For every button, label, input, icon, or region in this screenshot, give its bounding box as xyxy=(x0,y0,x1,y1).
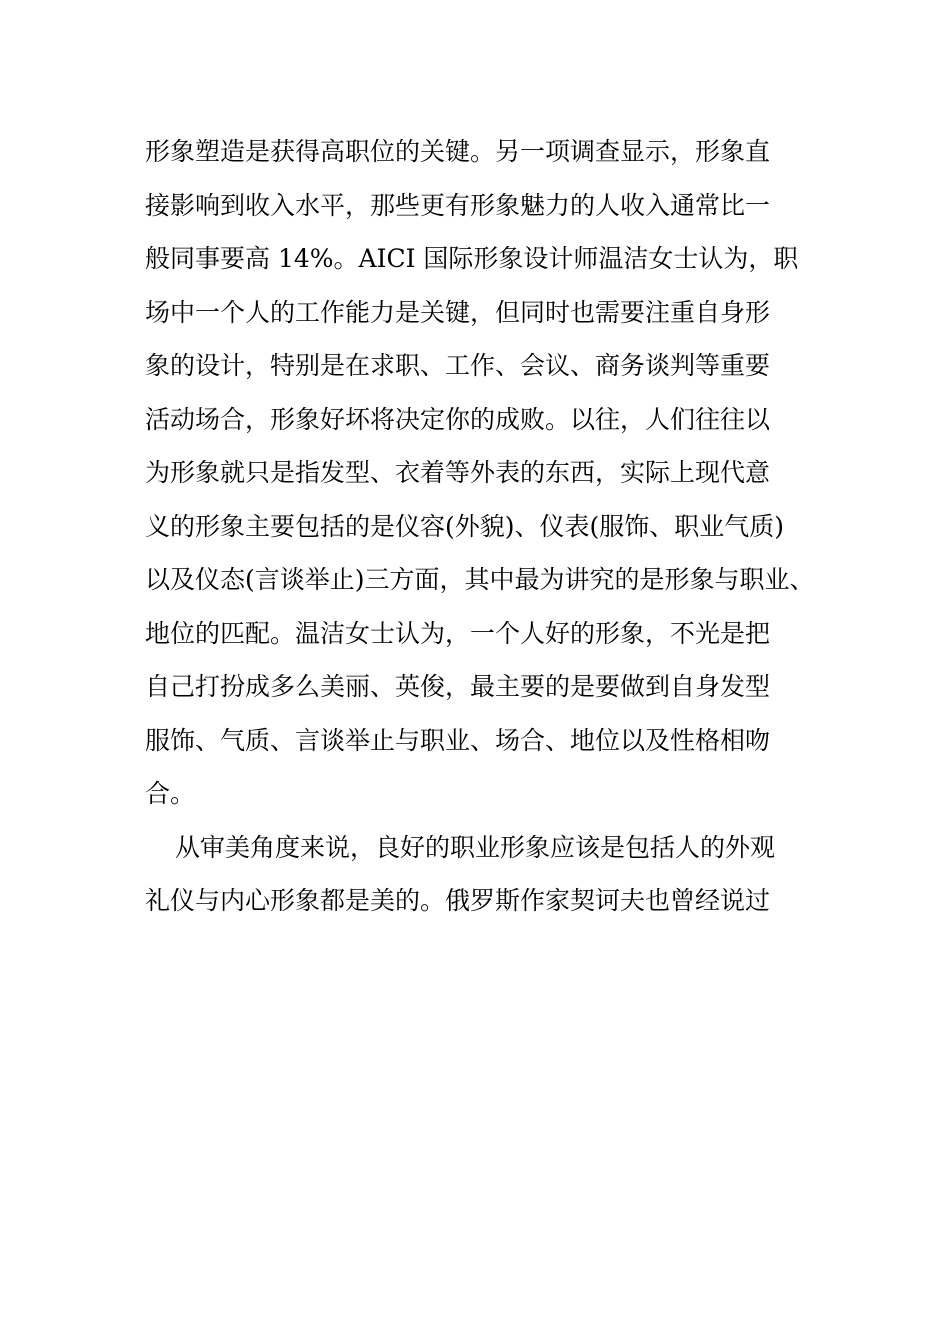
text-line: 般同事要高 14%。AICI 国际形象设计师温洁女士认为，职 xyxy=(145,244,799,273)
text-line: 活动场合，形象好坏将决定你的成败。以往，人们往往以 xyxy=(145,404,771,434)
text-line: 礼仪与内心形象都是美的。俄罗斯作家契诃夫也曾经说过 xyxy=(145,886,771,915)
paragraph-start-line: 从审美角度来说，良好的职业形象应该是包括人的外观 xyxy=(175,832,776,862)
text-line: 为形象就只是指发型、衣着等外表的东西，实际上现代意 xyxy=(145,458,771,487)
body-text xyxy=(145,125,845,928)
text-line: 自己打扮成多么美丽、英俊，最主要的是要做到自身发型 xyxy=(145,672,771,701)
text-line: 象的设计，特别是在求职、工作、会议、商务谈判等重要 xyxy=(145,351,771,380)
text-line: 合。 xyxy=(145,779,196,808)
text-line: 接影响到收入水平，那些更有形象魅力的人收入通常比一 xyxy=(145,190,771,220)
text-line: 场中一个人的工作能力是关键，但同时也需要注重自身形 xyxy=(145,297,771,327)
text-line: 义的形象主要包括的是仪容(外貌)、仪表(服饰、职业气质) xyxy=(145,511,785,541)
text-line: 地位的匹配。温洁女士认为，一个人好的形象，不光是把 xyxy=(145,618,771,648)
text-line: 以及仪态(言谈举止)三方面，其中最为讲究的是形象与职业、 xyxy=(145,565,815,594)
text-line: 服饰、气质、言谈举止与职业、场合、地位以及性格相吻 xyxy=(145,725,771,755)
text-line: 形象塑造是获得高职位的关键。另一项调查显示，形象直 xyxy=(145,137,771,166)
